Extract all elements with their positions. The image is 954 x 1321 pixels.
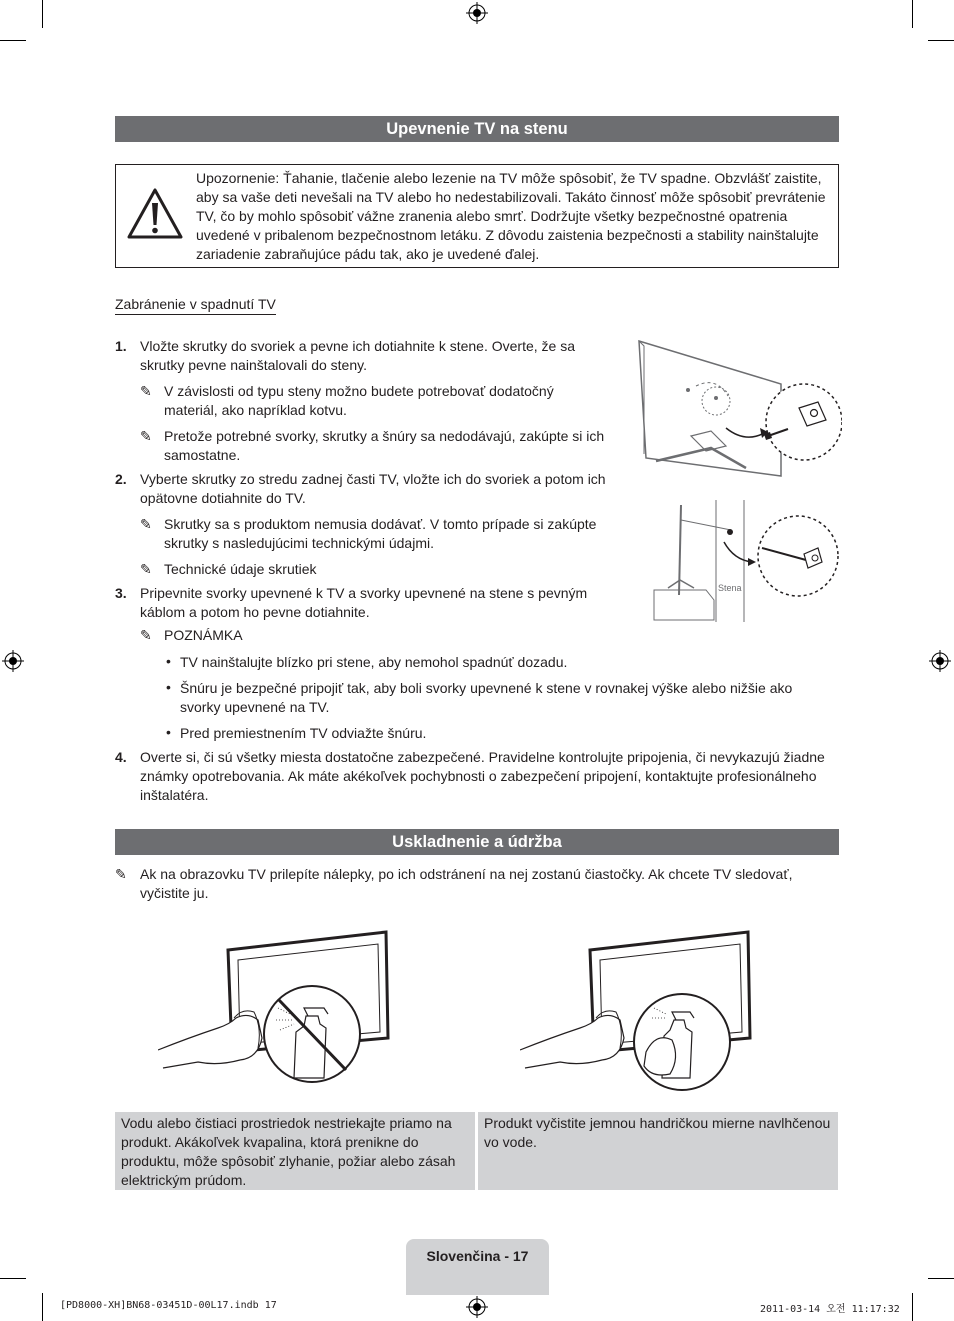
- note-text: Skrutky sa s produktom nemusia dodávať. V tomto prípade si zakúpte skrutky s nasledujúcimi technickými údajmi.: [164, 516, 597, 551]
- note-text: Ak na obrazovku TV prilepíte nálepky, po ich odstránení na nej zostanú čiastočky. Ak chcete TV sledovať, vyčistite ju.: [140, 866, 793, 901]
- crop-mark-tr-v: [912, 0, 913, 28]
- print-info-right: 2011-03-14 오전 11:17:32: [760, 1304, 900, 1315]
- step-number: 4.: [115, 749, 127, 765]
- note-item: [140, 515, 610, 553]
- step-number: 3.: [115, 585, 127, 601]
- section-title-storage: Uskladnenie a údržba: [115, 829, 839, 855]
- pencil-note-icon: ✎: [140, 627, 152, 643]
- warning-text: [196, 169, 832, 264]
- note-text: V závislosti od typu steny možno budete potrebovať dodatočný materiál, ako napríklad kotvu.: [164, 383, 554, 418]
- note-item: [140, 382, 610, 420]
- wipe-cloth-illustration: [520, 928, 756, 1094]
- warning-label: Upozornenie: [196, 170, 276, 186]
- note-item: [140, 626, 610, 645]
- tv-wall-cable-illustration: [646, 500, 842, 622]
- crop-mark-bl-v: [42, 1293, 43, 1321]
- pencil-note-icon: ✎: [140, 516, 152, 532]
- wall-label: Stena: [718, 583, 742, 593]
- bullet-dot: •: [166, 679, 171, 695]
- bullet-text: Pred premiestnením TV odviažte šnúru.: [180, 725, 427, 741]
- bullet-dot: •: [166, 724, 171, 740]
- print-info-left: [PD8000-XH]BN68-03451D-00L17.indb 17: [60, 1300, 277, 1311]
- note-text: Technické údaje skrutiek: [164, 561, 317, 577]
- step-number: 2.: [115, 471, 127, 487]
- crop-mark-br-h: [928, 1278, 954, 1279]
- crop-mark-br-v: [912, 1293, 913, 1321]
- tv-back-clamp-illustration: [636, 336, 842, 496]
- bullet-dot: •: [166, 653, 171, 669]
- step-text: Vložte skrutky do svoriek a pevne ich dotiahnite k stene. Overte, že sa skrutky pevne nainštalovali do steny.: [140, 338, 575, 373]
- crop-mark-bl-h: [0, 1278, 26, 1279]
- step-number: 1.: [115, 338, 127, 354]
- note-item: [115, 865, 835, 903]
- step-text: Pripevnite svorky upevnené k TV a svorky upevnené na stene s pevným káblom a potom ho pevne dotiahnite.: [140, 585, 588, 620]
- pencil-note-icon: ✎: [140, 561, 152, 577]
- note-item: [140, 560, 610, 579]
- no-spray-illustration: [158, 928, 394, 1094]
- registration-mark-left: [2, 650, 24, 672]
- page-number-tab: Slovenčina - 17: [406, 1239, 549, 1295]
- warning-triangle-icon: [126, 187, 184, 241]
- registration-mark-right: [929, 650, 951, 672]
- pencil-note-icon: ✎: [140, 383, 152, 399]
- registration-mark-bottom: [466, 1296, 488, 1318]
- note-text: POZNÁMKA: [164, 627, 243, 643]
- warning-body: : Ťahanie, tlačenie alebo lezenie na TV môže spôsobiť, že TV spadne. Obzvlášť zaistite, aby sa vaše deti nevešali na TV alebo ho nedestabilizovali. Takáto činnosť môže spôsobiť prevrátenie TV, čo by mohlo spôsobiť vážne zranenia alebo smrť. Dodržujte všetky bezpečnostné opatrenia uvedené v pribalenom bezpečnostnom letáku. Z dôvodu zaistenia bezpečnosti a stability nainštalujte zariadenie zabraňujúce pádu tak, ako je uvedené ďalej.: [196, 170, 826, 262]
- note-text: Pretože potrebné svorky, skrutky a šnúry sa nedodávajú, zakúpte si ich samostatne.: [164, 428, 605, 463]
- caption-clean-cloth: Produkt vyčistite jemnou handričkou mierne navlhčenou vo vode.: [478, 1112, 838, 1190]
- step-text: Overte si, či sú všetky miesta dostatočne zabezpečené. Pravidelne kontrolujte pripojenia, či nevykazujú žiadne známky opotrebovania. Ak máte akékoľvek pochybnosti o zabezpečení pripojení, kontaktujte profesionálneho inštalatéra.: [140, 749, 825, 803]
- section-title-wall-mount: Upevnenie TV na stenu: [115, 116, 839, 142]
- pencil-note-icon: ✎: [115, 866, 127, 882]
- pencil-note-icon: ✎: [140, 428, 152, 444]
- subheading-prevent-fall: Zabránenie v spadnutí TV: [115, 296, 276, 315]
- crop-mark-tr-h: [928, 40, 954, 41]
- step-text: Vyberte skrutky zo stredu zadnej časti TV, vložte ich do svoriek a potom ich opätovne dotiahnite do TV.: [140, 471, 606, 506]
- note-item: [140, 427, 610, 465]
- crop-mark-tl-v: [42, 0, 43, 28]
- warning-box: [115, 164, 839, 268]
- registration-mark-top: [466, 2, 488, 24]
- bullet-text: TV nainštalujte blízko pri stene, aby nemohol spadnúť dozadu.: [180, 654, 568, 670]
- crop-mark-tl-h: [0, 40, 26, 41]
- bullet-text: Šnúru je bezpečné pripojiť tak, aby boli svorky upevnené k stene v rovnakej výške alebo nižšie ako svorky upevnené na TV.: [180, 680, 793, 715]
- caption-warning-spray: Vodu alebo čistiaci prostriedok nestriekajte priamo na produkt. Akákoľvek kvapalina, ktorá prenikne do produktu, môže spôsobiť zlyhanie, požiar alebo zásah elektrickým prúdom.: [115, 1112, 475, 1190]
